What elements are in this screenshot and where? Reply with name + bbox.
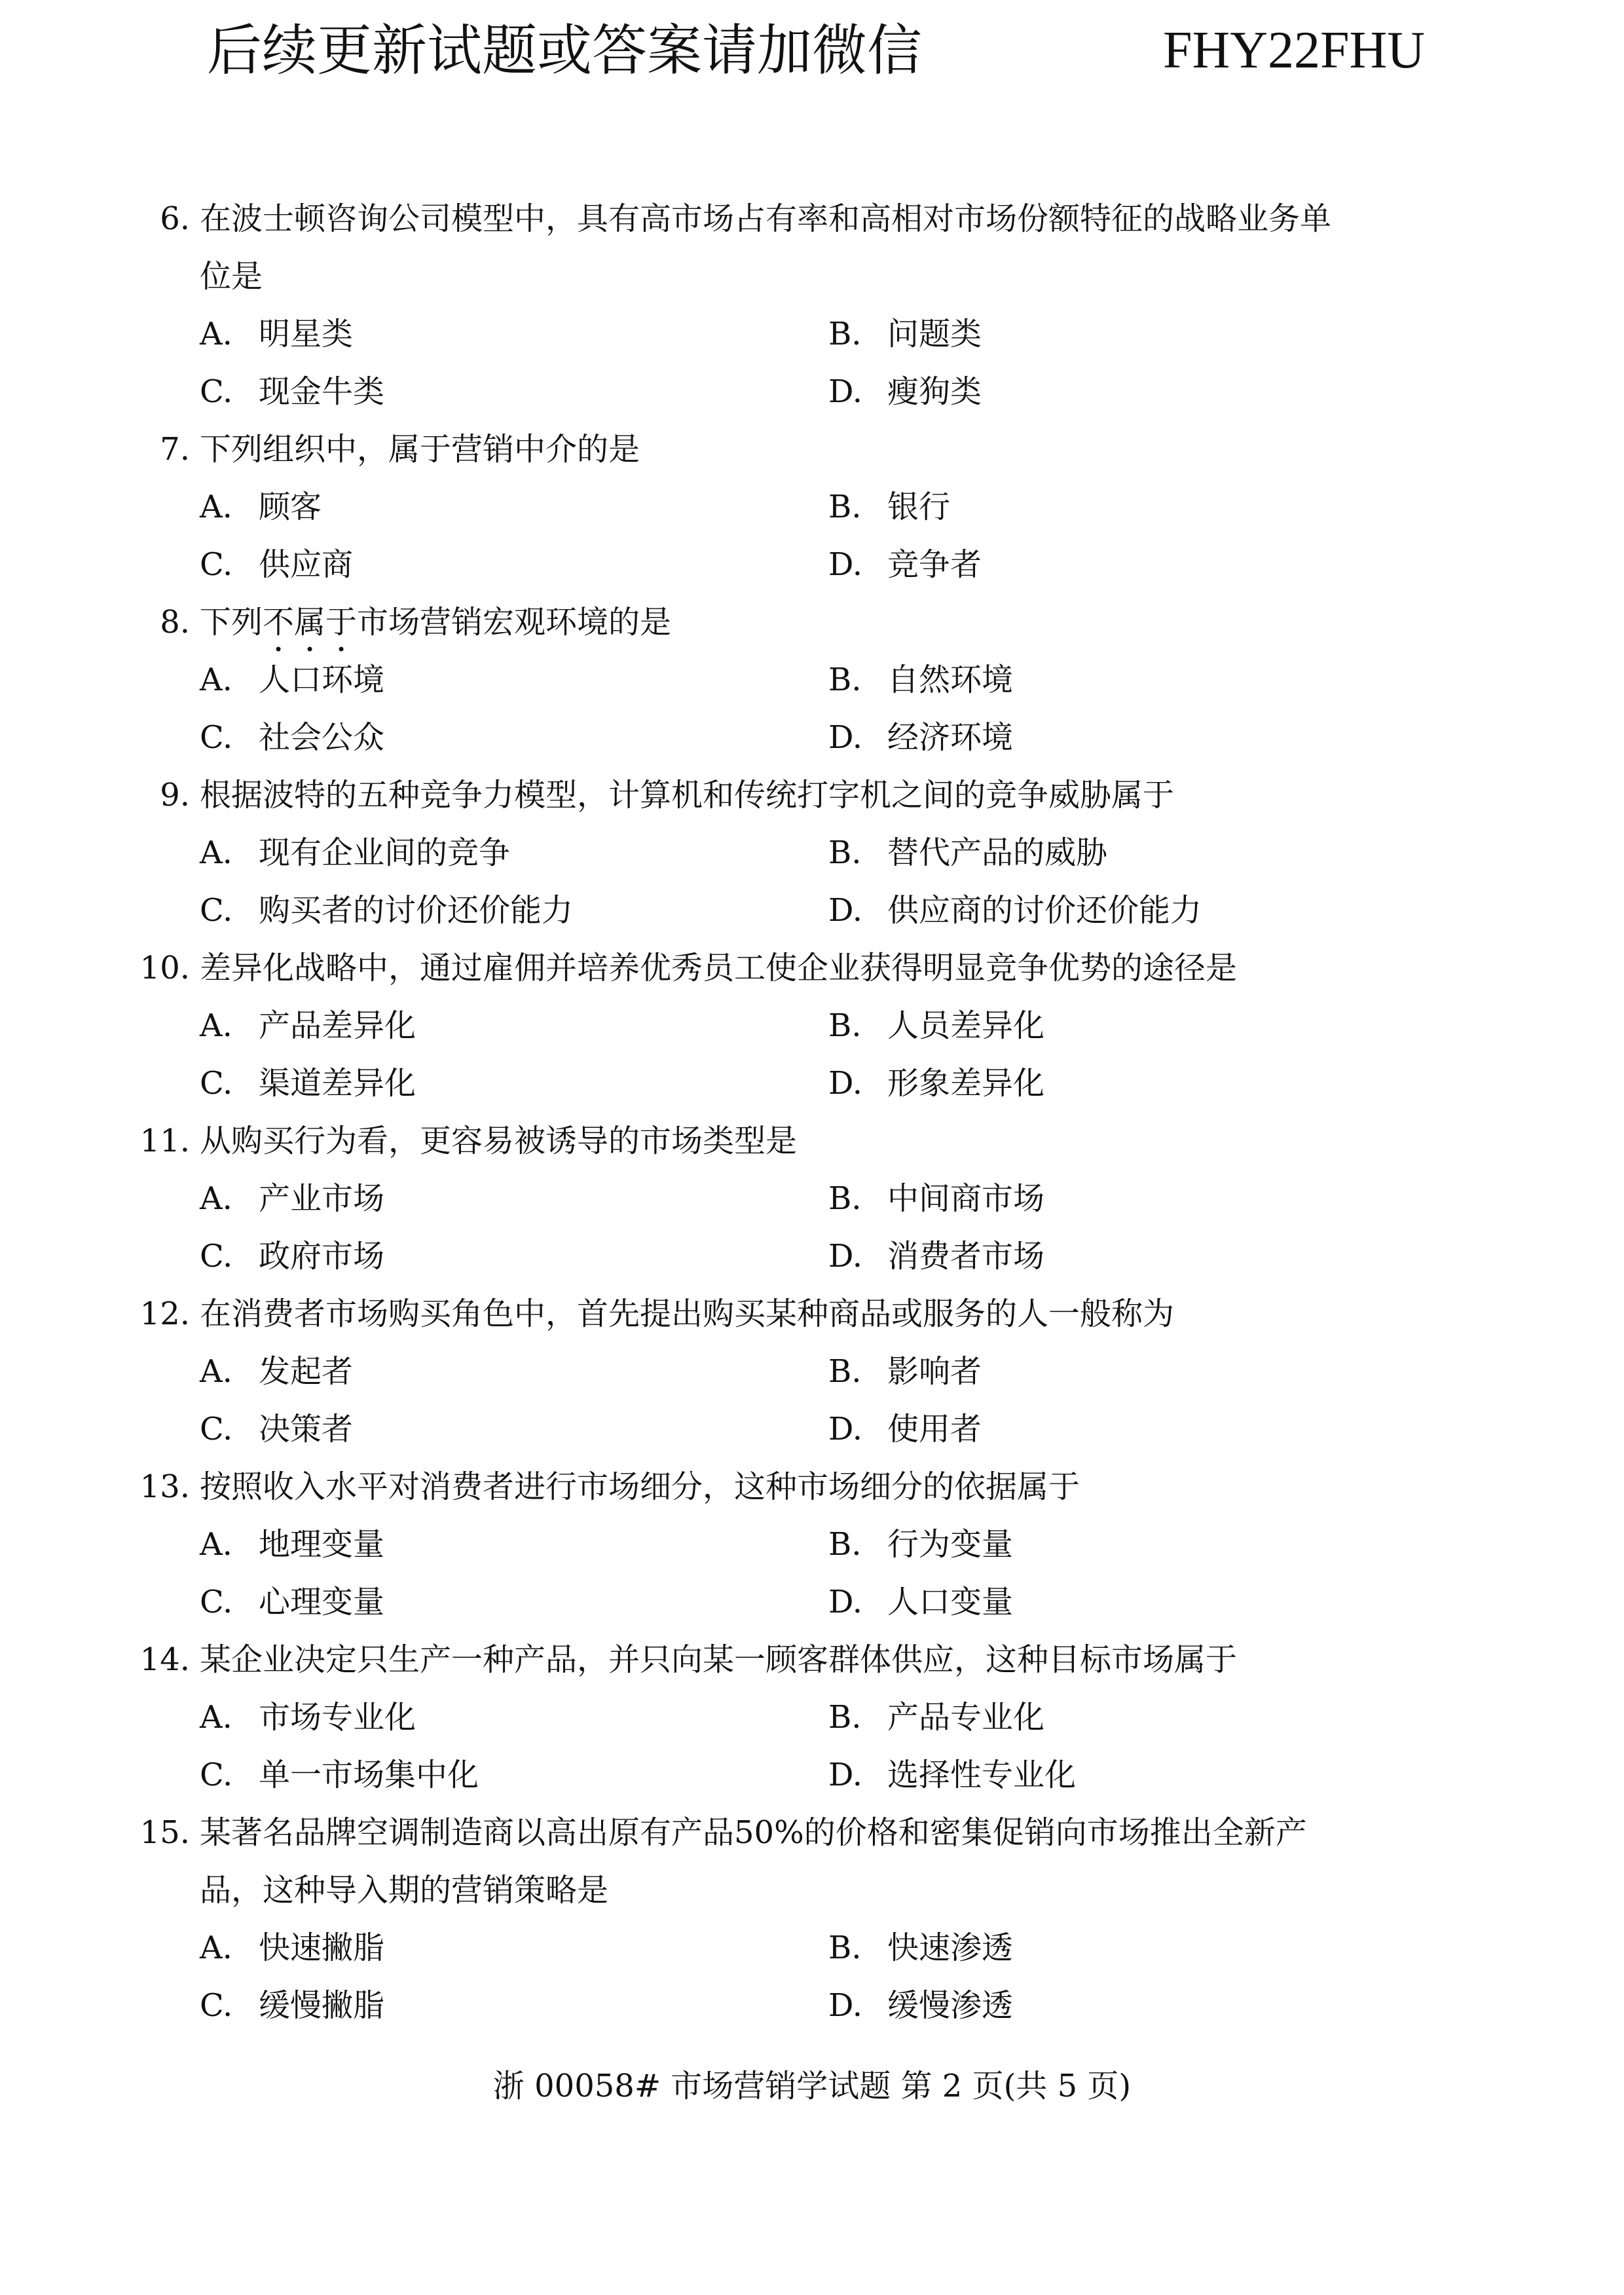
question-stem: 根据波特的五种竞争力模型，计算机和传统打字机之间的竞争威胁属于 xyxy=(200,777,1175,813)
option-c: C. 社会公众 xyxy=(200,719,385,756)
question-14 xyxy=(0,1631,1624,1689)
option-d: D. 人口变量 xyxy=(828,1584,1014,1620)
question-stem: 某著名品牌空调制造商以高出原有产品50%的价格和密集促销向市场推出全新产 xyxy=(200,1814,1307,1851)
option-c: C. 购买者的讨价还价能力 xyxy=(200,892,574,929)
option-c: C. 缓慢撇脂 xyxy=(200,1987,385,2024)
option-b: B. 替代产品的威胁 xyxy=(828,834,1108,871)
option-d: D. 经济环境 xyxy=(828,719,1014,756)
emphasized-text: 不属于 xyxy=(263,604,358,641)
options-row xyxy=(0,1977,1624,2034)
option-d: D. 使用者 xyxy=(828,1411,982,1447)
question-6 xyxy=(0,190,1624,248)
option-b: B. 行为变量 xyxy=(828,1526,1014,1563)
options-row xyxy=(0,478,1624,536)
question-stem: 下列组织中，属于营销中介的是 xyxy=(200,431,640,468)
question-number: 13. xyxy=(139,1468,190,1505)
question-number: 15. xyxy=(139,1814,190,1851)
option-c: C. 渠道差异化 xyxy=(200,1065,416,1102)
question-stem: 在消费者市场购买角色中，首先提出购买某种商品或服务的人一般称为 xyxy=(200,1296,1175,1332)
option-d: D. 瘦狗类 xyxy=(828,373,982,410)
options-row xyxy=(0,1343,1624,1400)
option-c: C. 供应商 xyxy=(200,546,354,583)
option-b: B. 问题类 xyxy=(828,316,982,352)
question-6-stem-continued xyxy=(0,248,1624,305)
question-stem: 位是 xyxy=(200,258,263,295)
options-row xyxy=(0,1227,1624,1285)
question-7 xyxy=(0,420,1624,478)
option-a: A. 发起者 xyxy=(200,1353,354,1390)
options-row xyxy=(0,1689,1624,1746)
option-b: B. 人员差异化 xyxy=(828,1007,1045,1044)
option-a: A. 快速撇脂 xyxy=(200,1930,385,1966)
options-row xyxy=(0,651,1624,709)
options-row xyxy=(0,709,1624,766)
wechat-id: FHY22FHU xyxy=(1163,22,1426,79)
question-list xyxy=(0,190,1624,2034)
question-15-stem-continued xyxy=(0,1861,1624,1919)
question-number: 12. xyxy=(139,1296,190,1332)
option-a: A. 人口环境 xyxy=(200,662,385,698)
option-b: B. 产品专业化 xyxy=(828,1699,1045,1736)
options-row xyxy=(0,1400,1624,1458)
question-8 xyxy=(0,593,1624,651)
question-11 xyxy=(0,1112,1624,1170)
option-a: A. 市场专业化 xyxy=(200,1699,416,1736)
question-number: 6. xyxy=(160,200,190,237)
option-c: C. 单一市场集中化 xyxy=(200,1757,479,1793)
question-10 xyxy=(0,939,1624,997)
question-number: 9. xyxy=(160,777,190,813)
options-row xyxy=(0,1170,1624,1227)
option-c: C. 心理变量 xyxy=(200,1584,385,1620)
question-number: 8. xyxy=(160,604,190,641)
question-stem: 下列不属于市场营销宏观环境的是 xyxy=(200,604,672,641)
question-9 xyxy=(0,766,1624,824)
page-footer: 浙 00058# 市场营销学试题 第 2 页(共 5 页) xyxy=(492,2068,1132,2104)
question-15 xyxy=(0,1804,1624,1861)
option-a: A. 地理变量 xyxy=(200,1526,385,1563)
question-stem: 品，这种导入期的营销策略是 xyxy=(200,1872,609,1909)
header-title: 后续更新试题或答案请加微信 xyxy=(207,18,923,83)
options-row xyxy=(0,536,1624,593)
question-13 xyxy=(0,1458,1624,1516)
option-a: A. 产品差异化 xyxy=(200,1007,416,1044)
options-row xyxy=(0,1573,1624,1631)
question-stem: 从购买行为看，更容易被诱导的市场类型是 xyxy=(200,1123,798,1159)
option-d: D. 竞争者 xyxy=(828,546,982,583)
option-a: A. 产业市场 xyxy=(200,1180,385,1217)
question-number: 7. xyxy=(160,431,190,468)
option-b: B. 自然环境 xyxy=(828,662,1014,698)
options-row xyxy=(0,1919,1624,1977)
option-b: B. 中间商市场 xyxy=(828,1180,1045,1217)
question-stem: 在波士顿咨询公司模型中，具有高市场占有率和高相对市场份额特征的战略业务单 xyxy=(200,200,1332,237)
question-number: 10. xyxy=(139,950,190,986)
option-d: D. 形象差异化 xyxy=(828,1065,1045,1102)
question-number: 11. xyxy=(139,1123,190,1159)
question-stem: 差异化战略中，通过雇佣并培养优秀员工使企业获得明显竞争优势的途径是 xyxy=(200,950,1238,986)
option-d: D. 选择性专业化 xyxy=(828,1757,1077,1793)
option-a: A. 明星类 xyxy=(200,316,354,352)
options-row xyxy=(0,882,1624,939)
option-b: B. 影响者 xyxy=(828,1353,982,1390)
options-row xyxy=(0,1746,1624,1804)
options-row xyxy=(0,305,1624,363)
option-a: A. 顾客 xyxy=(200,489,322,525)
option-d: D. 消费者市场 xyxy=(828,1238,1045,1275)
options-row xyxy=(0,1054,1624,1112)
option-b: B. 快速渗透 xyxy=(828,1930,1014,1966)
option-b: B. 银行 xyxy=(828,489,951,525)
question-stem: 某企业决定只生产一种产品，并只向某一顾客群体供应，这种目标市场属于 xyxy=(200,1641,1238,1678)
option-d: D. 供应商的讨价还价能力 xyxy=(828,892,1202,929)
question-stem: 按照收入水平对消费者进行市场细分，这种市场细分的依据属于 xyxy=(200,1468,1080,1505)
options-row xyxy=(0,1516,1624,1573)
option-c: C. 决策者 xyxy=(200,1411,354,1447)
question-12 xyxy=(0,1285,1624,1343)
option-a: A. 现有企业间的竞争 xyxy=(200,834,511,871)
question-number: 14. xyxy=(139,1641,190,1678)
page-header xyxy=(207,14,1451,86)
option-c: C. 现金牛类 xyxy=(200,373,385,410)
options-row xyxy=(0,824,1624,882)
option-d: D. 缓慢渗透 xyxy=(828,1987,1014,2024)
options-row xyxy=(0,997,1624,1054)
options-row xyxy=(0,363,1624,420)
option-c: C. 政府市场 xyxy=(200,1238,385,1275)
